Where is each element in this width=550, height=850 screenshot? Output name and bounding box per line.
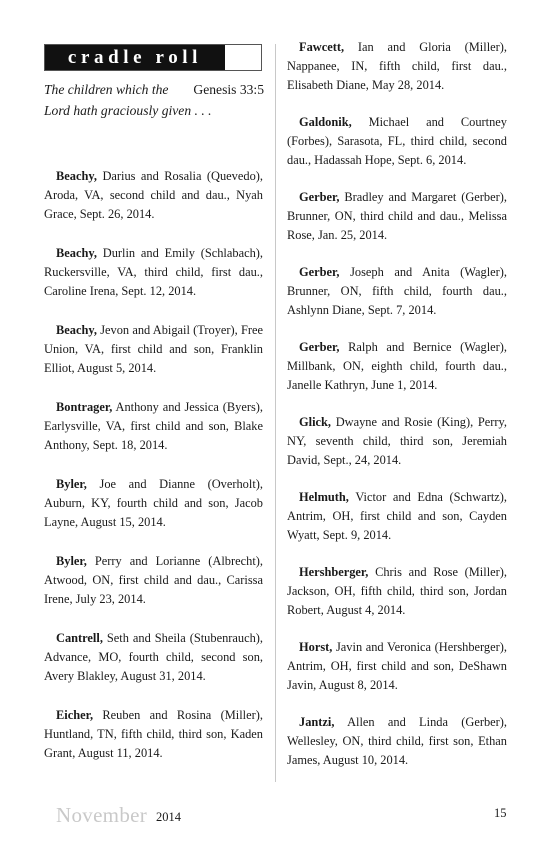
announcement-text: Joseph and Anita (Wagler), Brunner, ON, fifth child, fourth dau., Ashlynn Diane, Sept. 7, 2014.: [287, 265, 507, 317]
surname: Helmuth,: [299, 490, 349, 504]
section-title: cradle roll: [45, 45, 225, 70]
scripture-text: The children which the Lord hath graciously given . . .: [44, 82, 212, 118]
surname: Gerber,: [299, 265, 340, 279]
birth-announcement: [287, 638, 507, 695]
birth-announcement: [287, 338, 507, 395]
column-divider: [275, 44, 276, 782]
birth-announcement: [287, 263, 507, 320]
birth-announcement: [287, 713, 507, 770]
birth-announcement: [44, 167, 263, 224]
birth-announcement: [287, 38, 507, 95]
announcement-text: Darius and Rosalia (Quevedo), Aroda, VA, second child and dau., Nyah Grace, Sept. 26, 2014.: [44, 169, 263, 221]
surname: Beachy,: [56, 169, 97, 183]
announcement-text: Reuben and Rosina (Miller), Huntland, TN, fifth child, third son, Kaden Grant, August 11, 2014.: [44, 708, 263, 760]
birth-announcement: [44, 552, 263, 609]
surname: Byler,: [56, 554, 87, 568]
announcement-text: Allen and Linda (Gerber), Wellesley, ON, third child, first son, Ethan James, August 10, 2014.: [287, 715, 507, 767]
announcement-text: Anthony and Jessica (Byers), Earlysville, VA, first child and son, Blake Anthony, Sept. 18, 2014.: [44, 400, 263, 452]
birth-announcement: [44, 706, 263, 763]
surname: Gerber,: [299, 340, 340, 354]
scripture-quote: [44, 79, 264, 121]
surname: Byler,: [56, 477, 87, 491]
surname: Bontrager,: [56, 400, 113, 414]
birth-announcement: [44, 244, 263, 301]
announcement-text: Jevon and Abigail (Troyer), Free Union, VA, first child and son, Franklin Elliot, August 5, 2014.: [44, 323, 264, 375]
announcement-text: Bradley and Margaret (Gerber), Brunner, ON, third child and dau., Melissa Rose, Jan. 25, 2014.: [287, 190, 507, 242]
birth-announcement: [287, 563, 507, 620]
surname: Cantrell,: [56, 631, 103, 645]
surname: Horst,: [299, 640, 333, 654]
section-header: [44, 44, 262, 71]
surname: Glick,: [299, 415, 332, 429]
surname: Galdonik,: [299, 115, 352, 129]
birth-announcement: [44, 321, 263, 378]
surname: Gerber,: [299, 190, 340, 204]
announcement-text: Victor and Edna (Schwartz), Antrim, OH, first child and son, Cayden Wyatt, Sept. 9, 2014.: [287, 490, 507, 542]
birth-announcement: [287, 113, 507, 170]
right-column: [287, 38, 507, 788]
announcement-text: Ian and Gloria (Miller), Nappanee, IN, fifth child, first dau., Elisabeth Diane, May 28, 2014.: [287, 40, 507, 92]
birth-announcement: [44, 398, 263, 455]
surname: Fawcett,: [299, 40, 345, 54]
surname: Beachy,: [56, 246, 97, 260]
scripture-reference: Genesis 33:5: [193, 82, 264, 97]
footer-year: 2014: [156, 810, 181, 824]
birth-announcement: [287, 188, 507, 245]
announcement-text: Joe and Dianne (Overholt), Auburn, KY, fourth child and son, Jacob Layne, August 15, 2014.: [44, 477, 263, 529]
birth-announcement: [287, 413, 507, 470]
page-number: 15: [494, 806, 507, 820]
surname: Jantzi,: [299, 715, 335, 729]
announcement-text: Durlin and Emily (Schlabach), Ruckersville, VA, third child, first dau., Caroline Irena, Sept. 12, 2014.: [44, 246, 263, 298]
announcement-text: Michael and Courtney (Forbes), Sarasota, FL, third child, second dau., Hadassah Hope, Sept. 6, 2014.: [287, 115, 507, 167]
surname: Beachy,: [56, 323, 97, 337]
announcement-text: Javin and Veronica (Hershberger), Antrim, OH, first child and son, DeShawn Javin, August 8, 2014.: [287, 640, 507, 692]
left-column: [44, 167, 263, 783]
surname: Eicher,: [56, 708, 94, 722]
announcement-text: Chris and Rose (Miller), Jackson, OH, fifth child, third son, Jordan Robert, August 4, 2014.: [287, 565, 507, 617]
announcement-text: Perry and Lorianne (Albrecht), Atwood, ON, first child and dau., Carissa Irene, July 23, 2014.: [44, 554, 263, 606]
announcement-text: Seth and Sheila (Stubenrauch), Advance, MO, fourth child, second son, Avery Blakley, August 31, 2014.: [44, 631, 263, 683]
birth-announcement: [44, 475, 263, 532]
birth-announcement: [287, 488, 507, 545]
footer-month: November: [56, 803, 148, 827]
surname: Hershberger,: [299, 565, 369, 579]
birth-announcement: [44, 629, 263, 686]
announcement-text: Dwayne and Rosie (King), Perry, NY, seventh child, third son, Jeremiah David, Sept., 24, 2014.: [287, 415, 507, 467]
announcement-text: Ralph and Bernice (Wagler), Millbank, ON, eighth child, fourth dau., Janelle Kathryn, June 1, 2014.: [287, 340, 507, 392]
